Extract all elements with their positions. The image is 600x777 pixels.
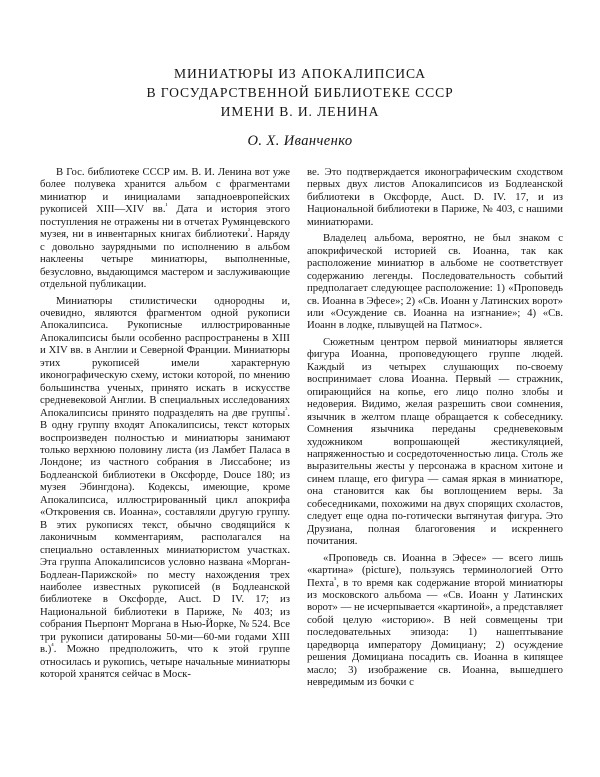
title-line-3: ИМЕНИ В. И. ЛЕНИНА bbox=[220, 104, 380, 119]
paragraph-text: . Наряду с довольно заурядными по исполнению в альбом наклеены четыре миниатюры, выполненные, безусловно, выдающимся мастером и заслуживающие отдельной публикации. bbox=[40, 228, 290, 291]
paragraph-5 bbox=[307, 552, 563, 689]
paragraph-2 bbox=[40, 295, 290, 681]
paragraph-text: В Гос. библиотеке СССР им. В. И. Ленина вот уже более полувека хранится альбом с фрагментами миниатюр и инициалами западноевропейских рукописей XIII—XIV вв. bbox=[40, 166, 290, 216]
paragraph-text: Миниатюры стилистически однородны и, очевидно, являются фрагментом одной рукописи Апокалипсиса. Рукописные иллюстрированные Апокалипсисы были особенно распространены в XIII и XIV вв. в Англии и Северной Франции. Миниатюры этих рукописей имели характерную иконографическую схему, истоки которой, по мнению большинства ученых, принято искать в искусстве средневековой Англии. В специальных исследованиях Апокалипсисы принято подразделять на две группы bbox=[40, 294, 290, 419]
left-column bbox=[40, 166, 290, 685]
title-line-2: В ГОСУДАРСТВЕННОЙ БИБЛИОТЕКЕ СССР bbox=[146, 85, 454, 100]
paragraph-4: Сюжетным центром первой миниатюры является фигура Иоанна, проповедующего группе людей. Каждый из четырех слушающих по-своему воспринимает слова Иоанна. Первый — стражник, опирающийся на копье, его лицо полно злобы и недоверия. Видимо, желая разрешить свои сомнения, язычник в желтом плаще обращается к собеседнику. Сомнения язычника переданы средневековым художником вопрошающей жестикуляцией, напряженностью и сосредоточенностью лица. Столь же выразительны жесты у персонажа в красном хитоне и синем плаще, его фигура — самая яркая в миниатюре, она становится как бы воплощением веры. За собеседниками, похожими на двух спорящих схоластов, следует еще одна по-готически вытянутая фигура. Это Друзиана, полная благоговения и искреннего почитания. bbox=[307, 335, 563, 548]
article-author: О. Х. Иванченко bbox=[247, 133, 353, 149]
title-line-1: МИНИАТЮРЫ ИЗ АПОКАЛИПСИСА bbox=[173, 66, 427, 81]
paragraph-text: . В одну группу входят Апокалипсисы, текст которых воспроизведен полностью и миниатюры занимают только верхнюю половину листа (из Ламбет Паласа в Лондоне; из частного собрания в Лиссабоне; из Бодлеанской библиотеки в Оксфорде, Douce 180; из музея Эбингдона). Кодексы, имеющие, кроме Апокалипсиса, иллюстрированный цикл апокрифа «Откровения св. Иоанна», составляли другую группу. В этих рукописях текст, обычно сводящийся к лаконичным комментариям, располагался на специально оставленных миниатюристом участках. Эта группа Апокалипсисов условно названа «Морган-Бодлеан-Парижской» по месту нахождения трех наиболее известных рукописей (в Бодлеанской библиотеке в Оксфорде, Auct. D IV. 17; из Национальной библиотеки в Париже, № 403; из собрания Пьерпонт Моргана в Нью-Йорке, № 524. Все три рукописи датированы 50-ми—60-ми годами XIII в.) bbox=[40, 406, 290, 656]
paragraph-text: «Проповедь св. Иоанна в Эфесе» — всего лишь «картина» (picture), пользуясь терминологией Отто Пехта bbox=[307, 551, 563, 589]
footnote-ref-4[interactable]: ⁴ bbox=[51, 642, 54, 651]
paragraph-1 bbox=[40, 166, 290, 291]
paragraph-continued: ве. Это подтверждается иконографическим сходством первых двух листов Апокалипсисов из Бодлеанской библиотеки в Оксфорде, Auct. D. IV. 17, и из Национальной библиотеки в Париже, № 403, с нашими миниатюрами. bbox=[307, 166, 563, 228]
paragraph-text: Дата и история этого поступления не отражены ни в отчетах Румянцевского музея, ни в инвентарных книгах библиотеки bbox=[40, 203, 291, 241]
footnote-ref-5[interactable]: ⁵ bbox=[333, 575, 337, 584]
paragraph-3: Владелец альбома, вероятно, не был знаком с апокрифической историей св. Иоанна, так как расположение миниатюр в альбоме не соответствует содержанию легенды. Последовательность событий предполагает следующее расположение: 1) «Проповедь св. Иоанна в Эфесе»; 2) «Св. Иоанн у Латинских ворот» или «Осуждение св. Иоанна на изгнание»; 4) «Св. Иоанн в лодке, плывущей на Патмос». bbox=[307, 232, 563, 332]
article-title bbox=[60, 64, 540, 121]
footnote-ref-2[interactable]: ² bbox=[247, 227, 251, 236]
right-column bbox=[307, 166, 563, 693]
paragraph-text: . Можно предположить, что к этой группе относилась и рукопись, четыре начальные миниатюры которой хранятся сейчас в Моск- bbox=[40, 643, 290, 681]
footnote-ref-3[interactable]: ³ bbox=[285, 405, 288, 414]
footnote-ref-1[interactable]: ¹ bbox=[165, 202, 168, 211]
paragraph-text: , в то время как содержание второй миниатюры из московского альбома — «Св. Иоанн у Латинских ворот» — не исчерпывается «картиной», а представляет собой целую «историю». В ней совмещены три последовательных эпизода: 1) нашептывание царедворца императору Домициану; 2) осуждение решения Домициана посадить св. Иоанна в кипящее масло; 3) изображение св. Иоанна, вышедшего невредимым из бочки с bbox=[307, 576, 563, 689]
